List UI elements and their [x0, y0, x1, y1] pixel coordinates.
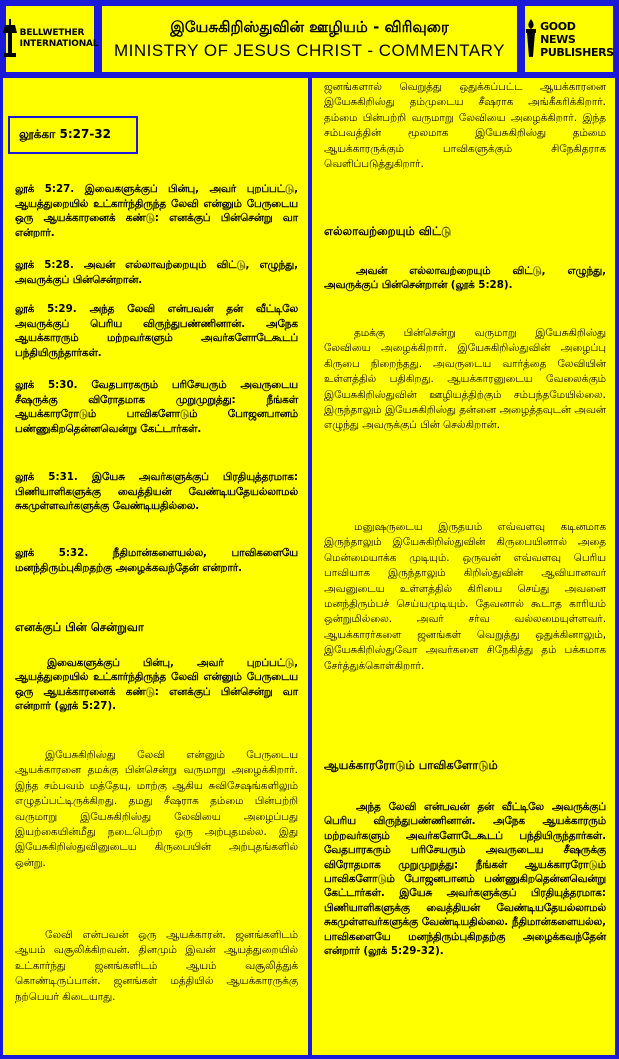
verse-5-31: லூக் 5:31. இயேசு அவர்களுக்குப் பிரதியுத்தரமாக: பிணியாளிகளுக்கு வைத்தியன் வேண்டியதேயல்லாமல் சுகமுள்ளவர்களுக்கு வேண்டியதில்லை.	[15, 471, 298, 513]
title-english: MINISTRY OF JESUS CHRIST - COMMENTARY	[114, 41, 505, 60]
header	[3, 3, 616, 75]
commentary-paragraph-2: லேவி என்பவன் ஒரு ஆயக்காரன். ஜனங்களிடம் ஆயம் வசூலிக்கிறவன். தினமும் இவன் ஆயத்துறையில் உட்கார்ந்து ஜனங்களிடம் ஆயம் வசூலித்துக் கொண்டிருப்பான். ஜனங்கள் மத்தியில் ஆயக்காரருக்கு நற்பெயர் கிடையாது.	[15, 929, 298, 1003]
commentary-paragraph-1: இயேசுகிறிஸ்து லேவி என்னும் பேருடைய ஆயக்காரனை தமக்கு பின்சென்று வருமாறு அழைக்கிறார். இந்த சம்பவம் மத்தேயு, மாற்கு ஆகிய சுவிசேஷங்களிலும் எழுதப்பட்டிருக்கிறது. தமது சீஷராக தம்மை பின்பற்றி வருமாறு இயேசுகிறிஸ்து லேவியை அழைப்பது இயற்கையின்மீது நடைபெற்ற ஒரு அற்புதமல்ல. இது இயேசுகிறிஸ்துவினுடைய கிருபையின் அற்புதங்களில் ஒன்று.	[15, 749, 298, 869]
title-tamil: இயேசுகிறிஸ்துவின் ஊழியம் - விரிவுரை	[170, 18, 449, 36]
section-quote-leaving-all: அவன் எல்லாவற்றையும் விட்டு, எழுந்து, அவருக்குப் பின்சென்றான் (லூக் 5:28).	[324, 265, 606, 292]
section-heading-leaving-all: எல்லாவற்றையும் விட்டு	[324, 224, 452, 238]
scripture-reference: லூக்கா 5:27-32	[8, 116, 138, 154]
bellwether-logo	[3, 3, 97, 75]
torch-icon	[524, 19, 538, 59]
verse-5-27: லூக் 5:27. இவைகளுக்குப் பின்பு, அவர் புறப்பட்டு, ஆயத்துறையில் உட்கார்ந்திருந்த லேவி என்னும் பேருடைய ஒரு ஆயக்காரனைக் கண்டு: எனக்குப் பின்சென்று வா என்றார்.	[15, 183, 298, 239]
left-column	[3, 78, 308, 1055]
right-column	[312, 78, 615, 1055]
commentary-paragraph-4: மனுஷருடைய இருதயம் எவ்வளவு கடினமாக இருந்தாலும் இயேசுகிறிஸ்துவின் கிருபையினால் அதை மென்மையாக்க முடியும். ஒருவன் எவ்வளவு பெரிய பாவியாக இருந்தாலும் கிறிஸ்துவின் ஆவியானவர் அவனுடைய உள்ளத்தில் கிரியை செய்து அவனை மனந்திரும்பச் செய்யமுடியும். தேவனால் கூடாத காரியம் ஒன்றுமில்லை. அவர் சர்வ வல்லமையுள்ளவர். ஆயக்காரர்களை ஜனங்கள் வெறுத்து ஒதுக்கினாலும், இயேசுகிறிஸ்துவோ அவர்களை சிநேகித்து தம் பக்கமாக சேர்த்துக்கொள்கிறார்.	[324, 521, 606, 672]
verse-5-30: லூக் 5:30. வேதபாரகரும் பரிசேயரும் அவருடைய சீஷருக்கு விரோதமாக முறுமுறுத்து: நீங்கள் ஆயக்காரரோடும் பாவிகளோடும் போஜனபானம் பண்ணுகிறதென்னவென்று கேட்டார்கள்.	[15, 379, 298, 435]
section-heading-follow-me: எனக்குப் பின் சென்றுவா	[15, 620, 144, 634]
good-news-logo	[522, 3, 616, 75]
bellwether-logo-text: BELLWETHER INTERNATIONAL	[19, 28, 99, 49]
commentary-paragraph-top: ஜனங்களால் வெறுத்து ஒதுக்கப்பட்ட ஆயக்காரனை இயேசுகிறிஸ்து தம்முடைய சீஷராக அங்கீகரிக்கிறார். தம்மை பின்பற்றி வருமாறு லேவியை அழைக்கிறார். இந்த சம்பவத்தின் மூலமாக இயேசுகிறிஸ்து தம்மை ஆயக்காரருக்கும் பாவிகளுக்கும் சிநேகிதராக வெளிப்படுத்துகிறார்.	[324, 81, 606, 171]
section-quote-tax-collectors: அந்த லேவி என்பவன் தன் வீட்டிலே அவருக்குப் பெரிய விருந்துபண்ணினான். அநேக ஆயக்காரரும் மற்றவர்களும் அவர்களோடேகூடப் பந்தியிருந்தார்கள். வேதபாரகரும் பரிசேயரும் அவருடைய சீஷருக்கு விரோதமாக முறுமுறுத்து: நீங்கள் ஆயக்காரரோடும் பாவிகளோடும் போஜனபானம் பண்ணுகிறதென்னவென்று கேட்டார்கள். இயேசு அவர்களுக்குப் பிரதியுத்தரமாக: பிணியாளிகளுக்கு வைத்தியன் வேண்டியதேயல்லாமல் சுகமுள்ளவர்களுக்கு வேண்டியதில்லை. நீதிமான்களையல்ல, பாவிகளையே மனந்திரும்புகிறதற்கு அழைக்கவந்தேன் என்றார் (லூக் 5:29-32).	[324, 801, 606, 958]
section-heading-tax-collectors: ஆயக்காரரோடும் பாவிகளோடும்	[324, 758, 498, 772]
commentary-paragraph-3: தமக்கு பின்சென்று வருமாறு இயேசுகிறிஸ்து லேவியை அழைக்கிறார். இயேசுகிறிஸ்துவின் அழைப்பு கிருபை நிறைந்தது. அவருடைய வார்த்தை லேவியின் உள்ளத்தில் பதிகிறது. ஆயக்காரனுடைய வேலைக்கும் இயேசுகிறிஸ்துவின் ஊழியத்திற்கும் சம்பந்தமேயில்லை. இருந்தாலும் இயேசுகிறிஸ்து தன்னை அழைத்தவுடன் அவன் எழுந்து அவருக்குப் பின் செல்கிறான்.	[324, 327, 606, 432]
title-banner	[99, 3, 520, 75]
verse-5-29: லூக் 5:29. அந்த லேவி என்பவன் தன் வீட்டிலே அவருக்குப் பெரிய விருந்துபண்ணினான். அநேக ஆயக்காரரும் மற்றவர்களும் அவர்களோடேகூடப் பந்தியிருந்தார்கள்.	[15, 303, 298, 359]
good-news-logo-text: GOOD NEWS PUBLISHERS	[540, 19, 614, 59]
lamp-icon	[2, 19, 18, 59]
verse-5-28: லூக் 5:28. அவன் எல்லாவற்றையும் விட்டு, எழுந்து, அவருக்குப் பின்சென்றான்.	[15, 259, 298, 286]
section-quote-follow-me: இவைகளுக்குப் பின்பு, அவர் புறப்பட்டு, ஆயத்துறையில் உட்கார்ந்திருந்த லேவி என்னும் பேருடைய ஒரு ஆயக்காரனைக் கண்டு: எனக்குப் பின்சென்று வா என்றார் (லூக் 5:27).	[15, 657, 298, 713]
verse-5-32: லூக் 5:32. நீதிமான்களையல்ல, பாவிகளையே மனந்திரும்புகிறதற்கு அழைக்கவந்தேன் என்றார்.	[15, 547, 298, 574]
